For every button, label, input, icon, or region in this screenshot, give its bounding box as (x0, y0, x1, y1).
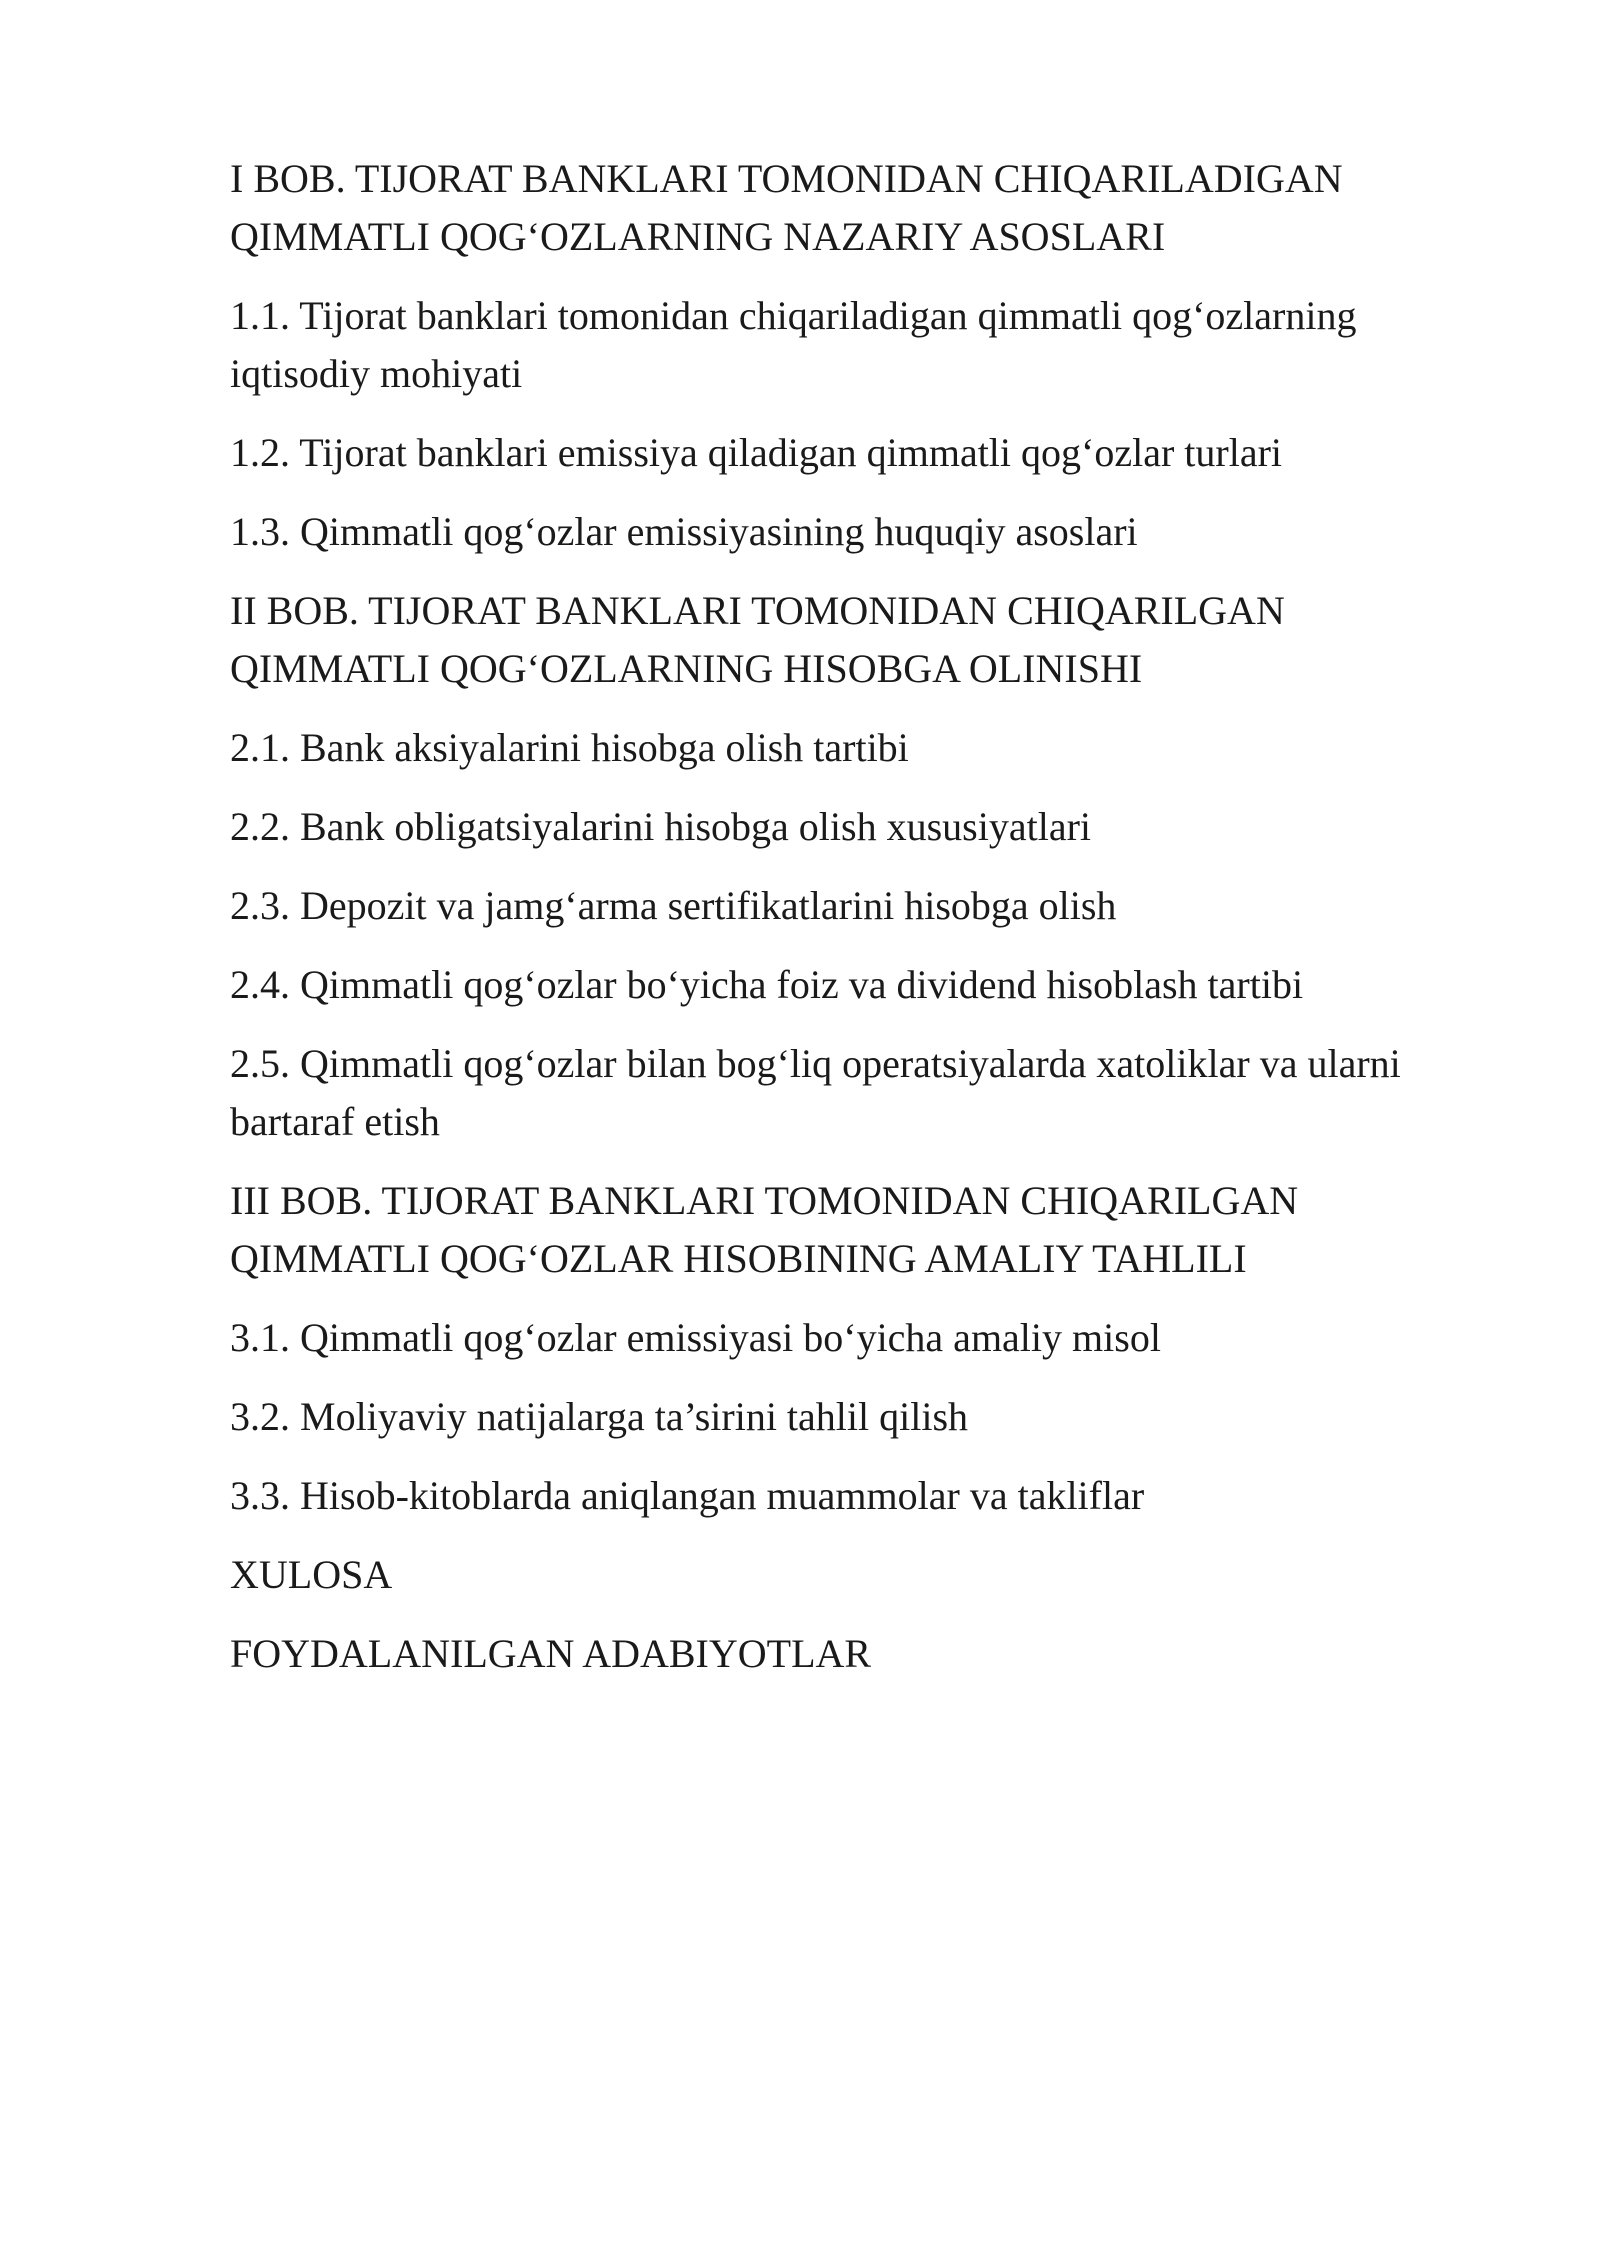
toc-section-1-3: 1.3. Qimmatli qog‘ozlar emissiyasining huquqiy asoslari (230, 509, 1138, 554)
toc-section-2-2: 2.2. Bank obligatsiyalarini hisobga olish xususiyatlari (230, 804, 1092, 849)
toc-chapter-2: II BOB. TIJORAT BANKLARI TOMONIDAN CHIQARILGAN QIMMATLI QOG‘OZLARNING HISOBGA OLINISHI (230, 588, 1285, 691)
toc-section-2-5: 2.5. Qimmatli qog‘ozlar bilan bog‘liq operatsiyalarda xatoliklar va ularni bartaraf etish (230, 1041, 1401, 1144)
toc-section-3-3: 3.3. Hisob-kitoblarda aniqlangan muammolar va takliflar (230, 1473, 1145, 1518)
toc-chapter-1: I BOB. TIJORAT BANKLARI TOMONIDAN CHIQARILADIGAN QIMMATLI QOG‘OZLARNING NAZARIY ASOSLARI (230, 156, 1343, 259)
toc-section-1-2: 1.2. Tijorat banklari emissiya qiladigan qimmatli qog‘ozlar turlari (230, 430, 1283, 475)
toc-section-3-1: 3.1. Qimmatli qog‘ozlar emissiyasi bo‘yicha amaliy misol (230, 1315, 1161, 1360)
toc-section-2-4: 2.4. Qimmatli qog‘ozlar bo‘yicha foiz va dividend hisoblash tartibi (230, 962, 1304, 1007)
toc-references: FOYDALANILGAN ADABIYOTLAR (230, 1631, 872, 1676)
toc-section-3-2: 3.2. Moliyaviy natijalarga ta’sirini tahlil qilish (230, 1394, 969, 1439)
table-of-contents (230, 150, 1470, 1704)
toc-section-2-3: 2.3. Depozit va jamg‘arma sertifikatlarini hisobga olish (230, 883, 1117, 928)
toc-section-2-1: 2.1. Bank aksiyalarini hisobga olish tartibi (230, 725, 909, 770)
toc-section-1-1: 1.1. Tijorat banklari tomonidan chiqariladigan qimmatli qog‘ozlarning iqtisodiy mohiyati (230, 293, 1357, 396)
toc-chapter-3: III BOB. TIJORAT BANKLARI TOMONIDAN CHIQARILGAN QIMMATLI QOG‘OZLAR HISOBINING AMALIY TAHLILI (230, 1178, 1299, 1281)
toc-conclusion: XULOSA (230, 1552, 393, 1597)
